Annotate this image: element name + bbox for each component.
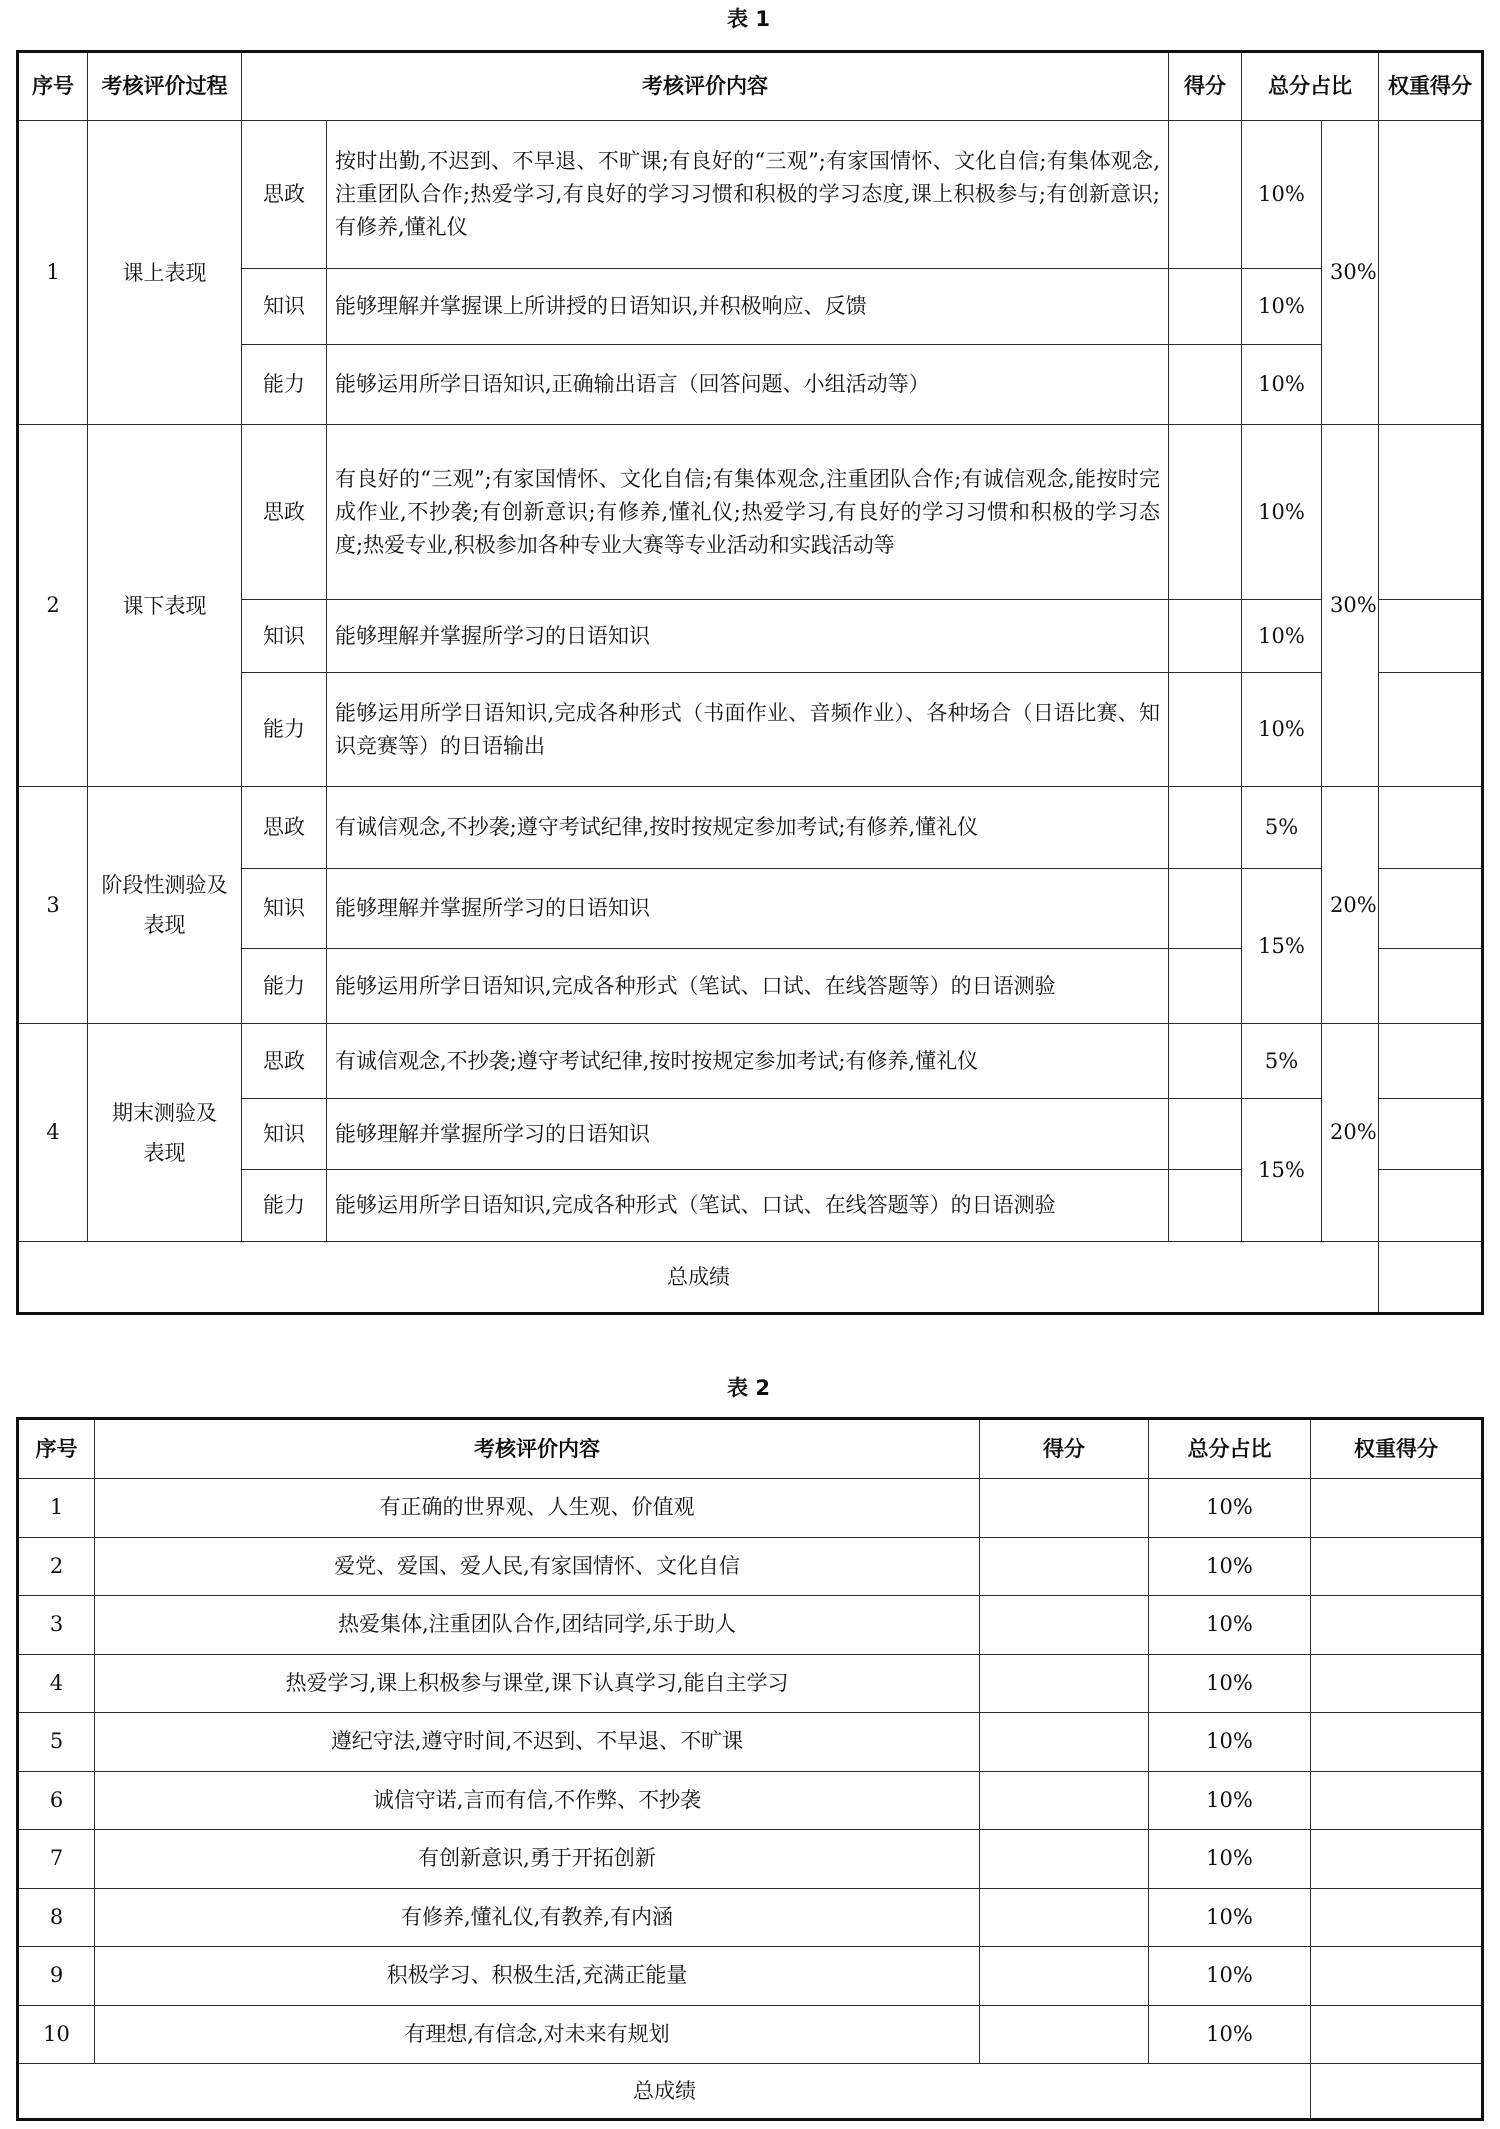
header-weighted: 权重得分	[1311, 1419, 1483, 1479]
score-cell	[1169, 600, 1242, 673]
table-row	[18, 1024, 1483, 1099]
index-cell: 8	[18, 1888, 95, 1947]
category-cell: 能力	[242, 949, 327, 1024]
header-index: 序号	[18, 52, 88, 121]
table-row	[18, 1771, 1483, 1830]
ratio-cell: 15%	[1242, 869, 1322, 1024]
content-cell: 能够理解并掌握所学习的日语知识	[327, 1099, 1169, 1170]
ratio-cell: 10%	[1242, 269, 1322, 345]
score-cell	[1169, 949, 1242, 1024]
weighted-score-cell	[1379, 673, 1483, 787]
ratio-cell: 5%	[1242, 787, 1322, 869]
table-row	[18, 425, 1483, 600]
ratio-cell: 10%	[1242, 121, 1322, 269]
score-cell	[1169, 425, 1242, 600]
ratio-cell: 10%	[1149, 1654, 1311, 1713]
weighted-score-cell	[1379, 425, 1483, 600]
score-cell	[980, 1771, 1149, 1830]
index-cell: 6	[18, 1771, 95, 1830]
weighted-score-cell	[1311, 1479, 1483, 1538]
total-row	[18, 2064, 1483, 2120]
table-row	[18, 1830, 1483, 1889]
header-weighted: 权重得分	[1379, 52, 1483, 121]
ratio-cell: 10%	[1149, 1771, 1311, 1830]
score-cell	[1169, 1170, 1242, 1242]
table-row	[18, 1596, 1483, 1655]
ratio-cell: 10%	[1149, 1596, 1311, 1655]
content-cell: 能够理解并掌握课上所讲授的日语知识,并积极响应、反馈	[327, 269, 1169, 345]
table-row	[18, 1654, 1483, 1713]
weighted-score-cell	[1311, 1713, 1483, 1772]
ratio-cell: 10%	[1149, 1713, 1311, 1772]
weighted-score-cell	[1311, 1654, 1483, 1713]
header-content: 考核评价内容	[95, 1419, 980, 1479]
index-cell: 4	[18, 1024, 88, 1242]
table1-caption: 表 1	[727, 7, 770, 31]
weighted-score-cell	[1379, 1170, 1483, 1242]
process-cell: 期末测验及 表现	[88, 1024, 242, 1242]
score-cell	[1169, 787, 1242, 869]
table-row	[18, 121, 1483, 269]
category-cell: 知识	[242, 1099, 327, 1170]
score-cell	[1169, 269, 1242, 345]
content-cell: 有理想,有信念,对未来有规划	[95, 2005, 980, 2064]
assessment-table-1	[16, 50, 1484, 1315]
header-score: 得分	[980, 1419, 1149, 1479]
header-index: 序号	[18, 1419, 95, 1479]
content-cell: 能够运用所学日语知识,完成各种形式（笔试、口试、在线答题等）的日语测验	[327, 949, 1169, 1024]
header-content: 考核评价内容	[242, 52, 1169, 121]
total-label: 总成绩	[18, 1242, 1379, 1314]
score-cell	[980, 1830, 1149, 1889]
category-cell: 能力	[242, 1170, 327, 1242]
weighted-score-cell	[1379, 949, 1483, 1024]
score-cell	[980, 1888, 1149, 1947]
process-cell: 课下表现	[88, 425, 242, 787]
table2-caption: 表 2	[727, 1376, 770, 1400]
ratio-cell: 10%	[1149, 1537, 1311, 1596]
content-cell: 有诚信观念,不抄袭;遵守考试纪律,按时按规定参加考试;有修养,懂礼仪	[327, 787, 1169, 869]
header-process: 考核评价过程	[88, 52, 242, 121]
score-cell	[1169, 1099, 1242, 1170]
score-cell	[980, 1596, 1149, 1655]
weighted-score-cell	[1311, 1596, 1483, 1655]
table-row	[18, 1947, 1483, 2006]
score-cell	[980, 2005, 1149, 2064]
index-cell: 5	[18, 1713, 95, 1772]
content-cell: 诚信守诺,言而有信,不作弊、不抄袭	[95, 1771, 980, 1830]
total-weighted-score-cell	[1379, 1242, 1483, 1314]
category-cell: 能力	[242, 673, 327, 787]
weighted-score-cell	[1311, 1830, 1483, 1889]
category-cell: 知识	[242, 869, 327, 949]
total-ratio-cell: 20%	[1322, 1024, 1379, 1242]
header-ratio: 总分占比	[1242, 52, 1379, 121]
score-cell	[980, 1713, 1149, 1772]
ratio-cell: 10%	[1242, 345, 1322, 425]
weighted-score-cell	[1311, 1771, 1483, 1830]
weighted-score-cell	[1311, 2005, 1483, 2064]
weighted-score-cell	[1379, 869, 1483, 949]
weighted-score-cell	[1311, 1888, 1483, 1947]
score-cell	[980, 1537, 1149, 1596]
content-cell: 有诚信观念,不抄袭;遵守考试纪律,按时按规定参加考试;有修养,懂礼仪	[327, 1024, 1169, 1099]
content-cell: 热爱学习,课上积极参与课堂,课下认真学习,能自主学习	[95, 1654, 980, 1713]
ratio-cell: 10%	[1242, 425, 1322, 600]
index-cell: 1	[18, 121, 88, 425]
total-ratio-cell: 30%	[1322, 121, 1379, 425]
content-cell: 能够运用所学日语知识,完成各种形式（书面作业、音频作业）、各种场合（日语比赛、知识竞赛等）的日语输出	[327, 673, 1169, 787]
ratio-cell: 10%	[1149, 1479, 1311, 1538]
content-cell: 热爱集体,注重团队合作,团结同学,乐于助人	[95, 1596, 980, 1655]
header-ratio: 总分占比	[1149, 1419, 1311, 1479]
table-row	[18, 1888, 1483, 1947]
process-cell: 课上表现	[88, 121, 242, 425]
category-cell: 思政	[242, 1024, 327, 1099]
ratio-cell: 10%	[1242, 673, 1322, 787]
category-cell: 知识	[242, 269, 327, 345]
weighted-score-cell	[1379, 1024, 1483, 1099]
content-cell: 能够理解并掌握所学习的日语知识	[327, 600, 1169, 673]
content-cell: 能够运用所学日语知识,正确输出语言（回答问题、小组活动等）	[327, 345, 1169, 425]
content-cell: 能够运用所学日语知识,完成各种形式（笔试、口试、在线答题等）的日语测验	[327, 1170, 1169, 1242]
score-cell	[980, 1479, 1149, 1538]
score-cell	[1169, 673, 1242, 787]
content-cell: 有良好的“三观”;有家国情怀、文化自信;有集体观念,注重团队合作;有诚信观念,能按时完成作业,不抄袭;有创新意识;有修养,懂礼仪;热爱学习,有良好的学习习惯和积极的学习态度;热爱专业,积极参加各种专业大赛等专业活动和实践活动等	[327, 425, 1169, 600]
index-cell: 1	[18, 1479, 95, 1538]
content-cell: 有正确的世界观、人生观、价值观	[95, 1479, 980, 1538]
total-row	[18, 1242, 1483, 1314]
weighted-score-cell	[1311, 1537, 1483, 1596]
weighted-score-cell	[1379, 121, 1483, 425]
index-cell: 10	[18, 2005, 95, 2064]
content-cell: 遵纪守法,遵守时间,不迟到、不早退、不旷课	[95, 1713, 980, 1772]
score-cell	[1169, 869, 1242, 949]
index-cell: 2	[18, 425, 88, 787]
index-cell: 2	[18, 1537, 95, 1596]
content-cell: 积极学习、积极生活,充满正能量	[95, 1947, 980, 2006]
category-cell: 思政	[242, 121, 327, 269]
weighted-score-cell	[1379, 600, 1483, 673]
weighted-score-cell	[1379, 787, 1483, 869]
category-cell: 能力	[242, 345, 327, 425]
category-cell: 知识	[242, 600, 327, 673]
header-score: 得分	[1169, 52, 1242, 121]
table-row	[18, 787, 1483, 869]
score-cell	[980, 1654, 1149, 1713]
content-cell: 爱党、爱国、爱人民,有家国情怀、文化自信	[95, 1537, 980, 1596]
index-cell: 7	[18, 1830, 95, 1889]
total-weighted-score-cell	[1311, 2064, 1483, 2120]
table-row	[18, 1713, 1483, 1772]
total-ratio-cell: 30%	[1322, 425, 1379, 787]
total-label: 总成绩	[18, 2064, 1311, 2120]
ratio-cell: 15%	[1242, 1099, 1322, 1242]
table-row	[18, 1479, 1483, 1538]
index-cell: 3	[18, 787, 88, 1024]
score-cell	[980, 1947, 1149, 2006]
score-cell	[1169, 1024, 1242, 1099]
ratio-cell: 10%	[1149, 1888, 1311, 1947]
table1-header-row	[18, 52, 1483, 121]
score-cell	[1169, 121, 1242, 269]
table-row	[18, 1537, 1483, 1596]
ratio-cell: 5%	[1242, 1024, 1322, 1099]
weighted-score-cell	[1379, 1099, 1483, 1170]
content-cell: 有创新意识,勇于开拓创新	[95, 1830, 980, 1889]
category-cell: 思政	[242, 787, 327, 869]
ratio-cell: 10%	[1242, 600, 1322, 673]
score-cell	[1169, 345, 1242, 425]
process-cell: 阶段性测验及 表现	[88, 787, 242, 1024]
content-cell: 有修养,懂礼仪,有教养,有内涵	[95, 1888, 980, 1947]
ratio-cell: 10%	[1149, 1947, 1311, 2006]
assessment-table-2	[16, 1417, 1484, 2121]
ratio-cell: 10%	[1149, 2005, 1311, 2064]
content-cell: 能够理解并掌握所学习的日语知识	[327, 869, 1169, 949]
index-cell: 4	[18, 1654, 95, 1713]
category-cell: 思政	[242, 425, 327, 600]
index-cell: 3	[18, 1596, 95, 1655]
weighted-score-cell	[1311, 1947, 1483, 2006]
table2-header-row	[18, 1419, 1483, 1479]
table-row	[18, 2005, 1483, 2064]
content-cell: 按时出勤,不迟到、不早退、不旷课;有良好的“三观”;有家国情怀、文化自信;有集体观念,注重团队合作;热爱学习,有良好的学习习惯和积极的学习态度,课上积极参与;有创新意识;有修养,懂礼仪	[327, 121, 1169, 269]
total-ratio-cell: 20%	[1322, 787, 1379, 1024]
ratio-cell: 10%	[1149, 1830, 1311, 1889]
index-cell: 9	[18, 1947, 95, 2006]
